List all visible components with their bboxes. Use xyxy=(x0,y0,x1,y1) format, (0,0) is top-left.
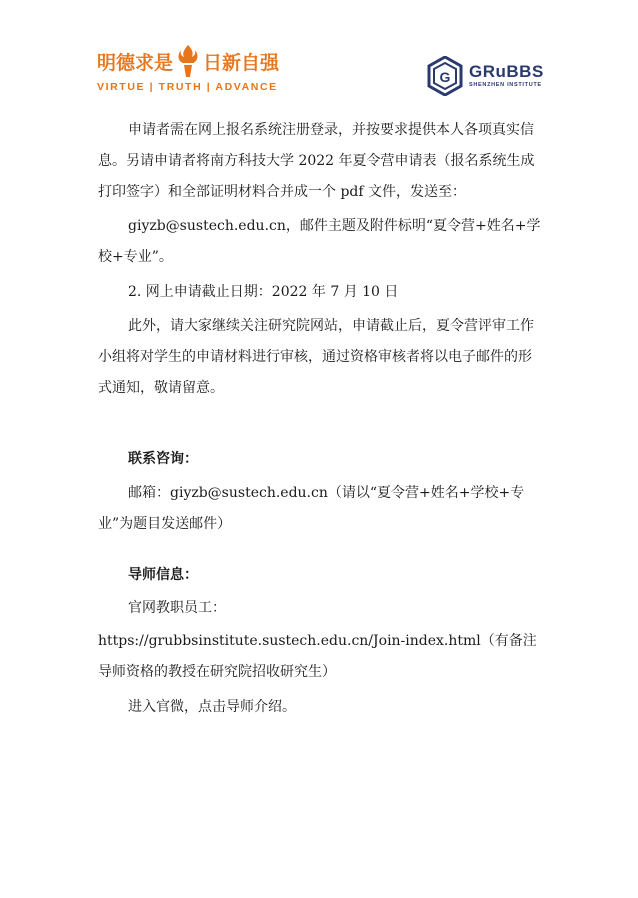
motto-subtitle: VIRTUE | TRUTH | ADVANCE xyxy=(97,81,278,93)
contact-heading: 联系咨询： xyxy=(128,451,198,467)
mentor-tip: 进入官微，点击导师介绍。 xyxy=(128,699,296,715)
brand-title: GRuBBS xyxy=(469,62,544,82)
grubbs-emblem-icon xyxy=(427,56,463,96)
paragraph-application: 申请者需在网上报名系统注册登录，并按要求提供本人各项真实信息。另请申请者将南方科技大学 2022 年夏令营申请表（报名系统生成打印签字）和全部证明材料合并成一个 pdf 文件，发送至： xyxy=(98,122,535,200)
svg-text:G: G xyxy=(439,69,451,85)
motto-right-text: 日新自强 xyxy=(203,51,280,74)
motto-logo xyxy=(97,44,279,93)
motto-left-text: 明德求是 xyxy=(97,51,174,74)
grubbs-logo xyxy=(427,56,544,96)
brand-subtitle: SHENZHEN INSTITUTE xyxy=(469,82,542,89)
mentor-label: 官网教职员工： xyxy=(128,600,226,616)
mentor-url-link[interactable]: https://grubbsinstitute.sustech.edu.cn/Join-index.html（有备注导师资格的教授在研究院招收研究生） xyxy=(98,633,537,680)
paragraph-deadline: 2. 网上申请截止日期：2022 年 7 月 10 日 xyxy=(128,284,399,300)
paragraph-email-subject: giyzb@sustech.edu.cn，邮件主题及附件标明“夏令营+姓名+学校+专业”。 xyxy=(98,218,541,265)
paragraph-review: 此外，请大家继续关注研究院网站，申请截止后，夏令营评审工作小组将对学生的申请材料进行审核，通过资格审核者将以电子邮件的形式通知，敬请留意。 xyxy=(98,318,534,396)
mentor-heading: 导师信息： xyxy=(128,567,198,583)
torch-icon xyxy=(175,44,201,78)
contact-email-text: 邮箱：giyzb@sustech.edu.cn（请以“夏令营+姓名+学校+专业”为题目发送邮件） xyxy=(98,485,525,532)
